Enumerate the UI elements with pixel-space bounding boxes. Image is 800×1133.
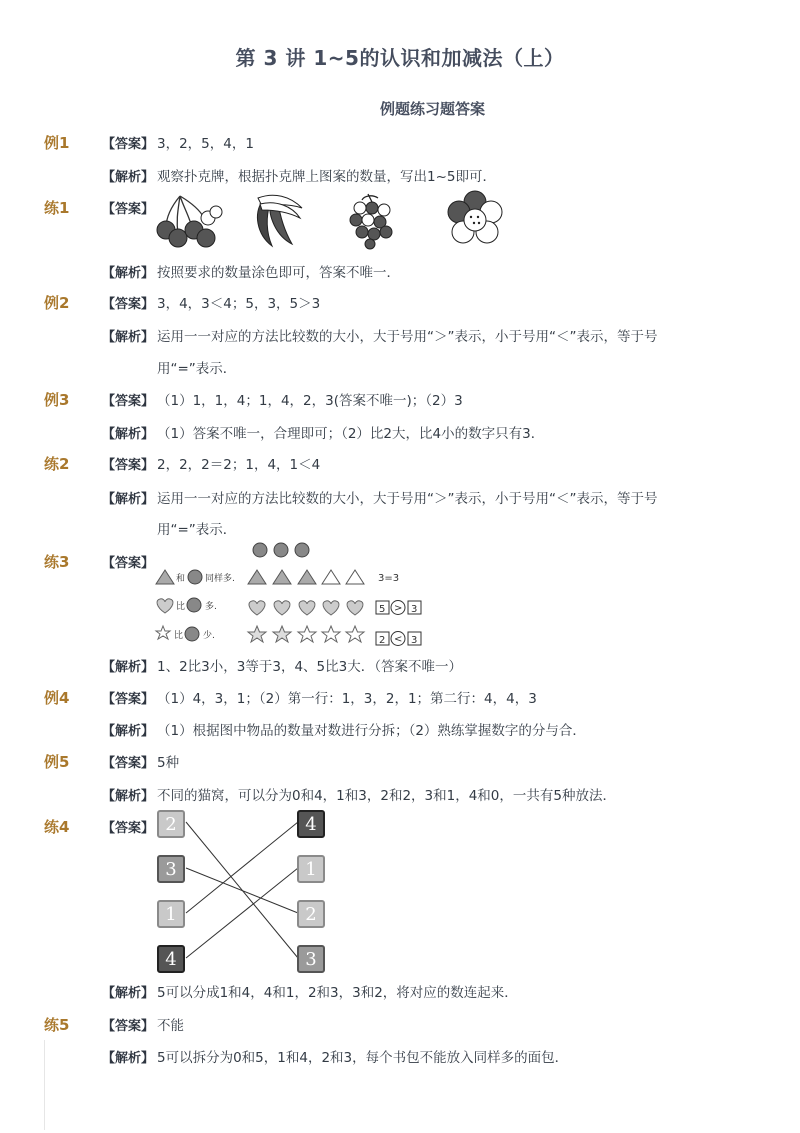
analysis-tag: 【解析】: [102, 724, 155, 739]
analysis-tag: 【解析】: [102, 1051, 155, 1066]
lian1-fruit-figure: [150, 188, 510, 252]
answer-text: 2，2，2＝2；1，4，1＜4: [157, 457, 321, 473]
entry-label: 练1: [44, 199, 70, 217]
analysis-text: 运用一一对应的方法比较数的大小，大于号用“＞”表示，小于号用“＜”表示，等于号: [157, 491, 658, 507]
answer-tag: 【答案】: [102, 394, 155, 409]
entry-label: 例4: [44, 689, 70, 707]
row3-right-number: 3: [411, 635, 418, 646]
analysis-tag: 【解析】: [102, 986, 155, 1001]
page-edge-line: [44, 1040, 45, 1130]
right-number-card: 3: [297, 945, 325, 973]
analysis-text: 观察扑克牌，根据扑克牌上图案的数量，写出1~5即可．: [157, 169, 496, 185]
analysis-tag: 【解析】: [102, 789, 155, 804]
hearts-row: [249, 601, 363, 615]
answer-tag: 【答案】: [102, 137, 155, 152]
page-title: 第 3 讲 1~5的认识和加减法（上）: [235, 46, 565, 70]
circle-icon: [187, 598, 201, 612]
row3-operator: <: [394, 634, 403, 645]
answer-tag: 【答案】: [102, 556, 155, 571]
page-subtitle: 例题练习题答案: [380, 100, 486, 118]
triangles-row: [248, 570, 364, 584]
answer-text: （1）4，3，1；（2）第一行：1，3，2，1；第二行：4，4，3: [157, 691, 537, 707]
answer-tag: 【答案】: [102, 756, 155, 771]
left-number-card: 2: [157, 810, 185, 838]
answer-tag: 【答案】: [102, 1019, 155, 1034]
answer-tag: 【答案】: [102, 297, 155, 312]
circle-icon: [185, 627, 199, 641]
row3-mid: 少.: [203, 631, 215, 641]
grapes-icon: [350, 194, 392, 249]
entry-label: 例3: [44, 391, 70, 409]
row3-prefix: 比: [174, 631, 184, 641]
analysis-text: 1、2比3小，3等于3，4、5比3大．（答案不唯一）: [157, 659, 462, 675]
right-number-card: 2: [297, 900, 325, 928]
row1-mid: 同样多.: [205, 574, 235, 584]
right-number-card: 4: [297, 810, 325, 838]
answer-text: 5种: [157, 755, 180, 771]
analysis-text: （1）根据图中物品的数量对数进行分拆；（2）熟练掌握数字的分与合．: [157, 723, 586, 739]
flower-icon: [448, 191, 502, 243]
analysis-text-continued: 用“=”表示．: [157, 522, 237, 538]
answer-text: 3，2，5，4，1: [157, 136, 254, 152]
heart-icon: [157, 599, 173, 613]
row2-right-number: 3: [411, 604, 418, 615]
analysis-tag: 【解析】: [102, 266, 155, 281]
answer-text: （1）1，1，4；1，4，2，3(答案不唯一)；（2）3: [157, 393, 463, 409]
analysis-text: （1）答案不唯一，合理即可；（2）比2大，比4小的数字只有3．: [157, 426, 545, 442]
answer-text: 3，4，3＜4；5，3，5＞3: [157, 296, 321, 312]
answer-tag: 【答案】: [102, 458, 155, 473]
row1-equation: 3=3: [378, 573, 400, 584]
left-number-card: 3: [157, 855, 185, 883]
entry-label: 练5: [44, 1016, 70, 1034]
analysis-text: 运用一一对应的方法比较数的大小，大于号用“＞”表示，小于号用“＜”表示，等于号: [157, 329, 658, 345]
answer-tag: 【答案】: [102, 202, 155, 217]
analysis-tag: 【解析】: [102, 492, 155, 507]
triangle-icon: [156, 570, 174, 584]
entry-label: 练4: [44, 818, 70, 836]
entry-label: 例1: [44, 134, 70, 152]
right-number-card: 1: [297, 855, 325, 883]
analysis-tag: 【解析】: [102, 660, 155, 675]
entry-label: 练2: [44, 455, 70, 473]
star-icon: [156, 626, 170, 639]
cherries-icon: [157, 196, 222, 247]
circles-row: [253, 543, 309, 557]
analysis-text-continued: 用“=”表示．: [157, 361, 237, 377]
lian3-compare-figure: [152, 538, 442, 650]
bananas-icon: [257, 195, 302, 246]
circle-icon: [188, 570, 202, 584]
left-number-card: 1: [157, 900, 185, 928]
row1-prefix: 和: [176, 574, 186, 584]
row2-left-number: 5: [379, 604, 386, 615]
analysis-text: 5可以拆分为0和5，1和4，2和3，每个书包不能放入同样多的面包．: [157, 1050, 569, 1066]
analysis-tag: 【解析】: [102, 170, 155, 185]
answer-tag: 【答案】: [102, 821, 155, 836]
analysis-text: 按照要求的数量涂色即可，答案不唯一．: [157, 265, 400, 281]
entry-label: 例5: [44, 753, 70, 771]
analysis-text: 不同的猫窝，可以分为0和4，1和3，2和2，3和1，4和0，一共有5种放法．: [157, 788, 616, 804]
answer-text: 不能: [157, 1018, 184, 1034]
entry-label: 例2: [44, 294, 70, 312]
row2-mid: 多.: [205, 602, 217, 612]
entry-label: 练3: [44, 553, 70, 571]
row2-prefix: 比: [176, 602, 186, 612]
analysis-text: 5可以分成1和4，4和1，2和3，3和2，将对应的数连起来．: [157, 985, 518, 1001]
stars-row: [248, 626, 364, 642]
left-number-card: 4: [157, 945, 185, 973]
row2-operator: >: [394, 603, 403, 614]
answer-tag: 【答案】: [102, 692, 155, 707]
analysis-tag: 【解析】: [102, 330, 155, 345]
row3-left-number: 2: [379, 635, 386, 646]
analysis-tag: 【解析】: [102, 427, 155, 442]
